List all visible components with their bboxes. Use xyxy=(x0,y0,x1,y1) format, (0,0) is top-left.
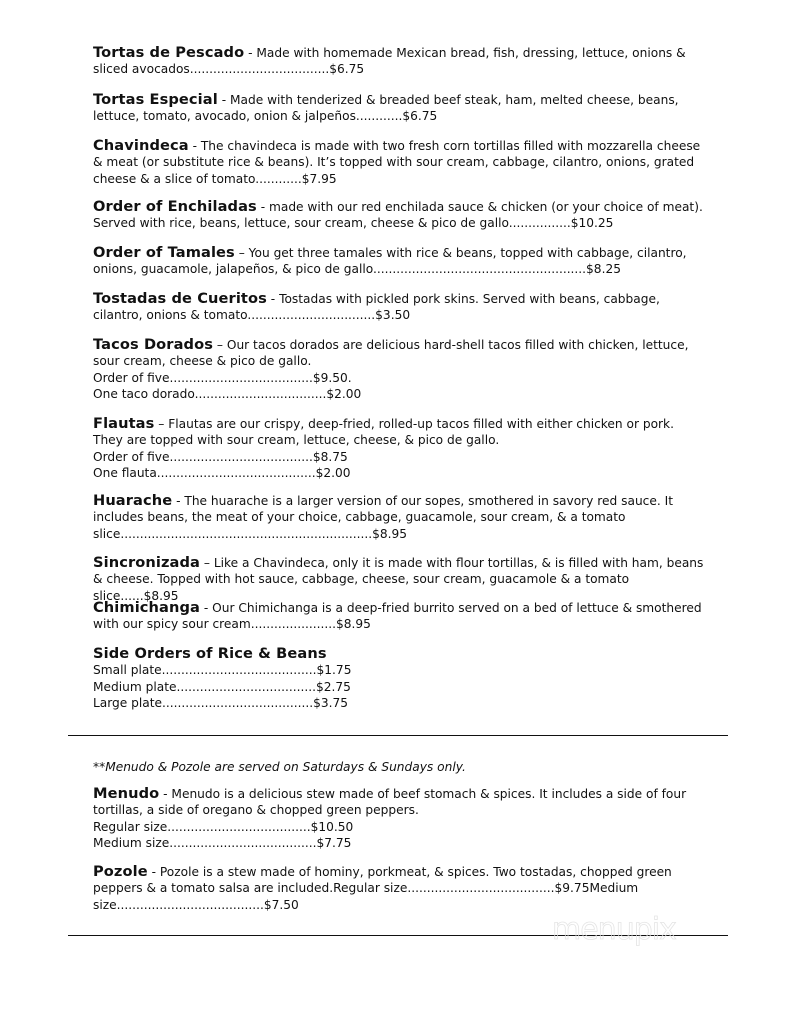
item-name: Pozole xyxy=(93,863,148,880)
item-description: - Made with homemade Mexican bread, fish, dressing, lettuce, onions & sliced avocados....................................$6.75 xyxy=(93,46,686,77)
item-name: Chimichanga xyxy=(93,599,200,616)
item-description: - Our Chimichanga is a deep-fried burrito served on a bed of lettuce & smothered with our spicy sour cream......................$8.95 xyxy=(93,601,702,632)
item-name: Tacos Dorados xyxy=(93,336,214,353)
item-description: - Pozole is a stew made of hominy, porkmeat, & spices. Two tostadas, chopped green peppers & a tomato salsa are included.Regular size......................................$9.75Medium size......................................$7.50 xyxy=(93,865,672,912)
item-name: Tortas de Pescado xyxy=(93,44,245,61)
item-description: – Our tacos dorados are delicious hard-shell tacos filled with chicken, lettuce, sour cream, cheese & pico de gallo. xyxy=(93,338,689,369)
price-line: One taco dorado..................................$2.00 xyxy=(93,386,362,401)
price-line: Small plate........................................$1.75 xyxy=(93,663,352,678)
menu-item-huarache xyxy=(93,493,705,542)
item-description: – Like a Chavindeca, only it is made with flour tortillas, & is filled with ham, beans & cheese. Topped with hot sauce, cabbage, cheese, sour cream, guacamole & a tomato slice......$8.95 xyxy=(93,556,704,603)
item-name: Tortas Especial xyxy=(93,91,218,108)
menu-item-pozole xyxy=(93,864,705,913)
price-line: Medium size......................................$7.75 xyxy=(93,835,352,850)
menupix-watermark: menupix xyxy=(552,912,676,947)
menu-item-chimichanga xyxy=(93,600,705,633)
item-name: Flautas xyxy=(93,415,155,432)
item-description: - Tostadas with pickled pork skins. Served with beans, cabbage, cilantro, onions & tomato.................................$3.50 xyxy=(93,292,660,323)
menu-item-tacos-dorados xyxy=(93,337,705,402)
item-description: - Menudo is a delicious stew made of beef stomach & spices. It includes a side of four tortillas, a side of oregano & chopped green peppers. xyxy=(93,787,687,818)
menu-item-tostadas-de-cueritos xyxy=(93,291,705,324)
item-description: - Made with tenderized & breaded beef steak, ham, melted cheese, beans, lettuce, tomato, avocado, onion & jalpeños............$6.75 xyxy=(93,93,679,124)
item-name: Sincronizada xyxy=(93,554,201,571)
price-line: Regular size.....................................$10.50 xyxy=(93,819,354,834)
weekend-note: **Menudo & Pozole are served on Saturdays & Sundays only. xyxy=(93,760,466,774)
item-name: Side Orders of Rice & Beans xyxy=(93,645,327,662)
menu-item-order-of-enchiladas xyxy=(93,199,705,232)
item-name: Order of Tamales xyxy=(93,244,235,261)
item-description: – You get three tamales with rice & beans, topped with cabbage, cilantro, onions, guacamole, jalapeños, & pico de gallo.......................................................$8.25 xyxy=(93,246,687,277)
item-name: Huarache xyxy=(93,492,173,509)
item-name: Order of Enchiladas xyxy=(93,198,257,215)
item-description: - The chavindeca is made with two fresh corn tortillas filled with mozzarella cheese & meat (or substitute rice & beans). It’s topped with sour cream, cabbage, cilantro, onions, grated cheese & a slice of tomato............$7.95 xyxy=(93,139,701,186)
item-name: Chavindeca xyxy=(93,137,189,154)
item-name: Menudo xyxy=(93,785,160,802)
menu-item-menudo xyxy=(93,786,705,851)
price-line: Medium plate....................................$2.75 xyxy=(93,679,351,694)
menu-item-sincronizada xyxy=(93,555,705,604)
item-description: - The huarache is a larger version of our sopes, smothered in savory red sauce. It includes beans, the meat of your choice, cabbage, guacamole, sour cream, & a tomato slice.................................................................$8.95 xyxy=(93,494,673,541)
price-line: One flauta.........................................$2.00 xyxy=(93,465,351,480)
menu-item-side-orders xyxy=(93,646,705,711)
section-divider xyxy=(68,735,728,736)
item-description: – Flautas are our crispy, deep-fried, rolled-up tacos filled with either chicken or pork. They are topped with sour cream, lettuce, cheese, & pico de gallo. xyxy=(93,417,674,448)
price-line: Order of five.....................................$8.75 xyxy=(93,449,348,464)
menu-item-chavindeca xyxy=(93,138,705,187)
price-line: Large plate.......................................$3.75 xyxy=(93,695,349,710)
menu-item-flautas xyxy=(93,416,705,481)
item-name: Tostadas de Cueritos xyxy=(93,290,267,307)
item-description: - made with our red enchilada sauce & chicken (or your choice of meat). Served with rice, beans, lettuce, sour cream, cheese & pico de gallo................$10.25 xyxy=(93,200,703,231)
menu-item-tortas-de-pescado xyxy=(93,45,705,78)
menu-item-order-of-tamales xyxy=(93,245,705,278)
menu-item-tortas-especial xyxy=(93,92,705,125)
price-line: Order of five.....................................$9.50. xyxy=(93,370,352,385)
